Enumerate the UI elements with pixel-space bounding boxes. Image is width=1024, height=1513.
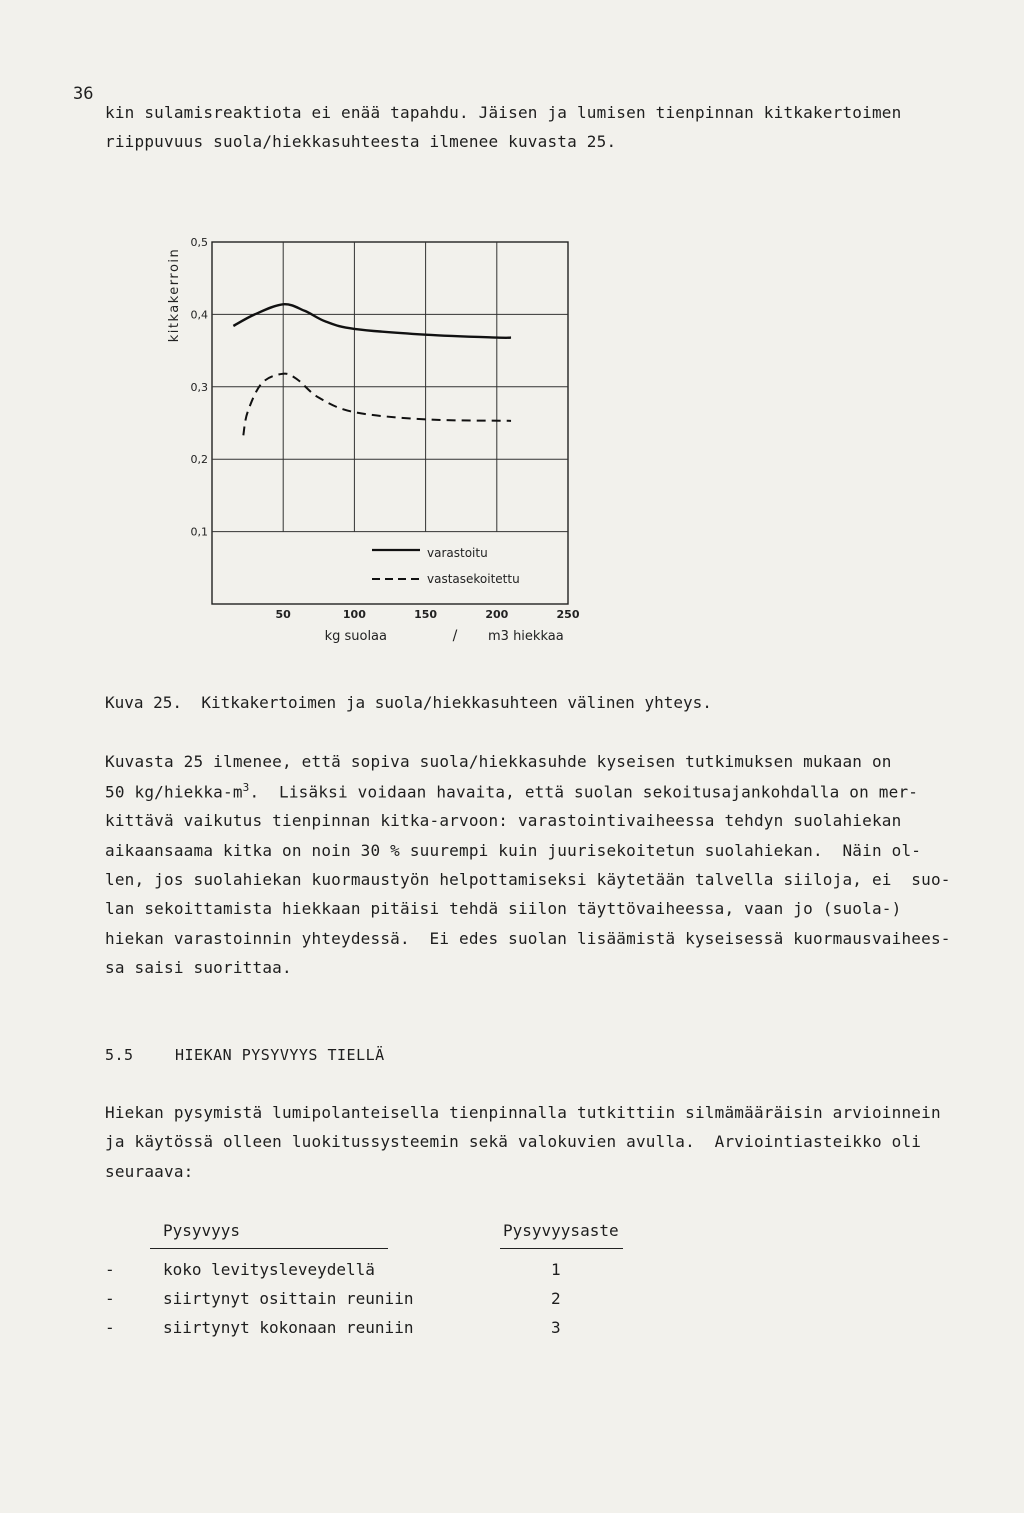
table-row-3-label: siirtynyt kokonaan reuniin (163, 1318, 414, 1337)
intro-line-2: riippuvuus suola/hiekkasuhteesta ilmenee kuvasta 25. (105, 132, 617, 151)
section-number: 5.5 (105, 1046, 134, 1064)
table-row-2-label: siirtynyt osittain reuniin (163, 1289, 414, 1308)
grid-lines (212, 242, 568, 532)
paragraph1-line-3: kittävä vaikutus tienpinnan kitka-arvoon: varastointivaiheessa tehdyn suolahiekan (105, 811, 902, 830)
x-tick-label: 150 (414, 608, 438, 621)
paragraph1-line-7: hiekan varastoinnin yhteydessä. Ei edes suolan lisäämistä kyseisessä kuormausvaihees- (105, 929, 951, 948)
series-line-varastoitu (233, 304, 511, 338)
table-row-2-dash: - (105, 1289, 115, 1308)
page-number: 36 (73, 84, 94, 104)
table-header-rule-left (150, 1248, 388, 1249)
table-header-pysyvyys: Pysyvyys (163, 1221, 241, 1240)
legend-label-varastoitu: varastoitu (427, 546, 488, 560)
paragraph1-line-2: 50 $kg/hiekka-m^3$. Lisäksi voidaan havaita, että suolan sekoitusajankohdalla on mer- (105, 781, 919, 802)
table-header-rule-right (500, 1248, 623, 1249)
figure-caption: Kuva 25. Kitkakertoimen ja suola/hiekkasuhteen välinen yhteys. (105, 693, 712, 712)
legend-label-vastasekoitettu: vastasekoitettu (427, 572, 520, 586)
x-tick-label: 50 (275, 608, 291, 621)
y-tick-label: 0,2 (190, 453, 208, 467)
y-tick-label: 0,5 (190, 236, 208, 249)
paragraph1-line-8: sa saisi suorittaa. (105, 958, 292, 977)
table-row-2-value: 2 (551, 1289, 561, 1308)
table-row-3-dash: - (105, 1318, 115, 1337)
table-row-3-value: 3 (551, 1318, 561, 1337)
table-row-1-label: koko levitysleveydellä (163, 1260, 375, 1279)
friction-chart (150, 225, 610, 655)
x-axis-label-left: kg suolaa (324, 629, 387, 644)
table-row-1-value: 1 (551, 1260, 561, 1279)
paragraph2-line-3: seuraava: (105, 1162, 194, 1181)
y-tick-label: 0,3 (190, 380, 208, 394)
paragraph2-line-2: ja käytössä olleen luokitussysteemin sekä valokuvien avulla. Arviointiasteikko oli (105, 1132, 922, 1151)
paragraph1-line-5: len, jos suolahiekan kuormaustyön helpottamiseksi käytetään talvella siiloja, ei suo- (105, 870, 951, 889)
paragraph2-line-1: Hiekan pysymistä lumipolanteisella tienpinnalla tutkittiin silmämääräisin arvioinnein (105, 1103, 941, 1122)
x-axis-label-right: m3 hiekkaa (488, 629, 564, 644)
x-tick-label: 250 (556, 608, 580, 621)
paragraph1-line-4: aikaansaama kitka on noin 30 % suurempi kuin juurisekoitetun suolahiekan. Näin ol- (105, 841, 922, 860)
paragraph1-line-1: Kuvasta 25 ilmenee, että sopiva suola/hiekkasuhde kyseisen tutkimuksen mukaan on (105, 752, 892, 771)
x-tick-label: 200 (485, 608, 509, 621)
y-tick-label: 0,1 (190, 525, 208, 539)
x-axis-label-sep: / (452, 628, 458, 644)
intro-line-1: kin sulamisreaktiota ei enää tapahdu. Jäisen ja lumisen tienpinnan kitkakertoimen (105, 103, 902, 122)
table-row-1-dash: - (105, 1260, 115, 1279)
section-title: HIEKAN PYSYVYYS TIELLÄ (175, 1046, 385, 1064)
y-tick-label: 0,4 (190, 308, 208, 322)
y-axis-label: kitkakerroin (167, 247, 182, 343)
x-tick-label: 100 (342, 608, 366, 621)
table-header-pysyvyysaste: Pysyvyysaste (503, 1221, 619, 1240)
paragraph1-line-6: lan sekoittamista hiekkaan pitäisi tehdä siilon täyttövaiheessa, vaan jo (suola-) (105, 899, 902, 918)
